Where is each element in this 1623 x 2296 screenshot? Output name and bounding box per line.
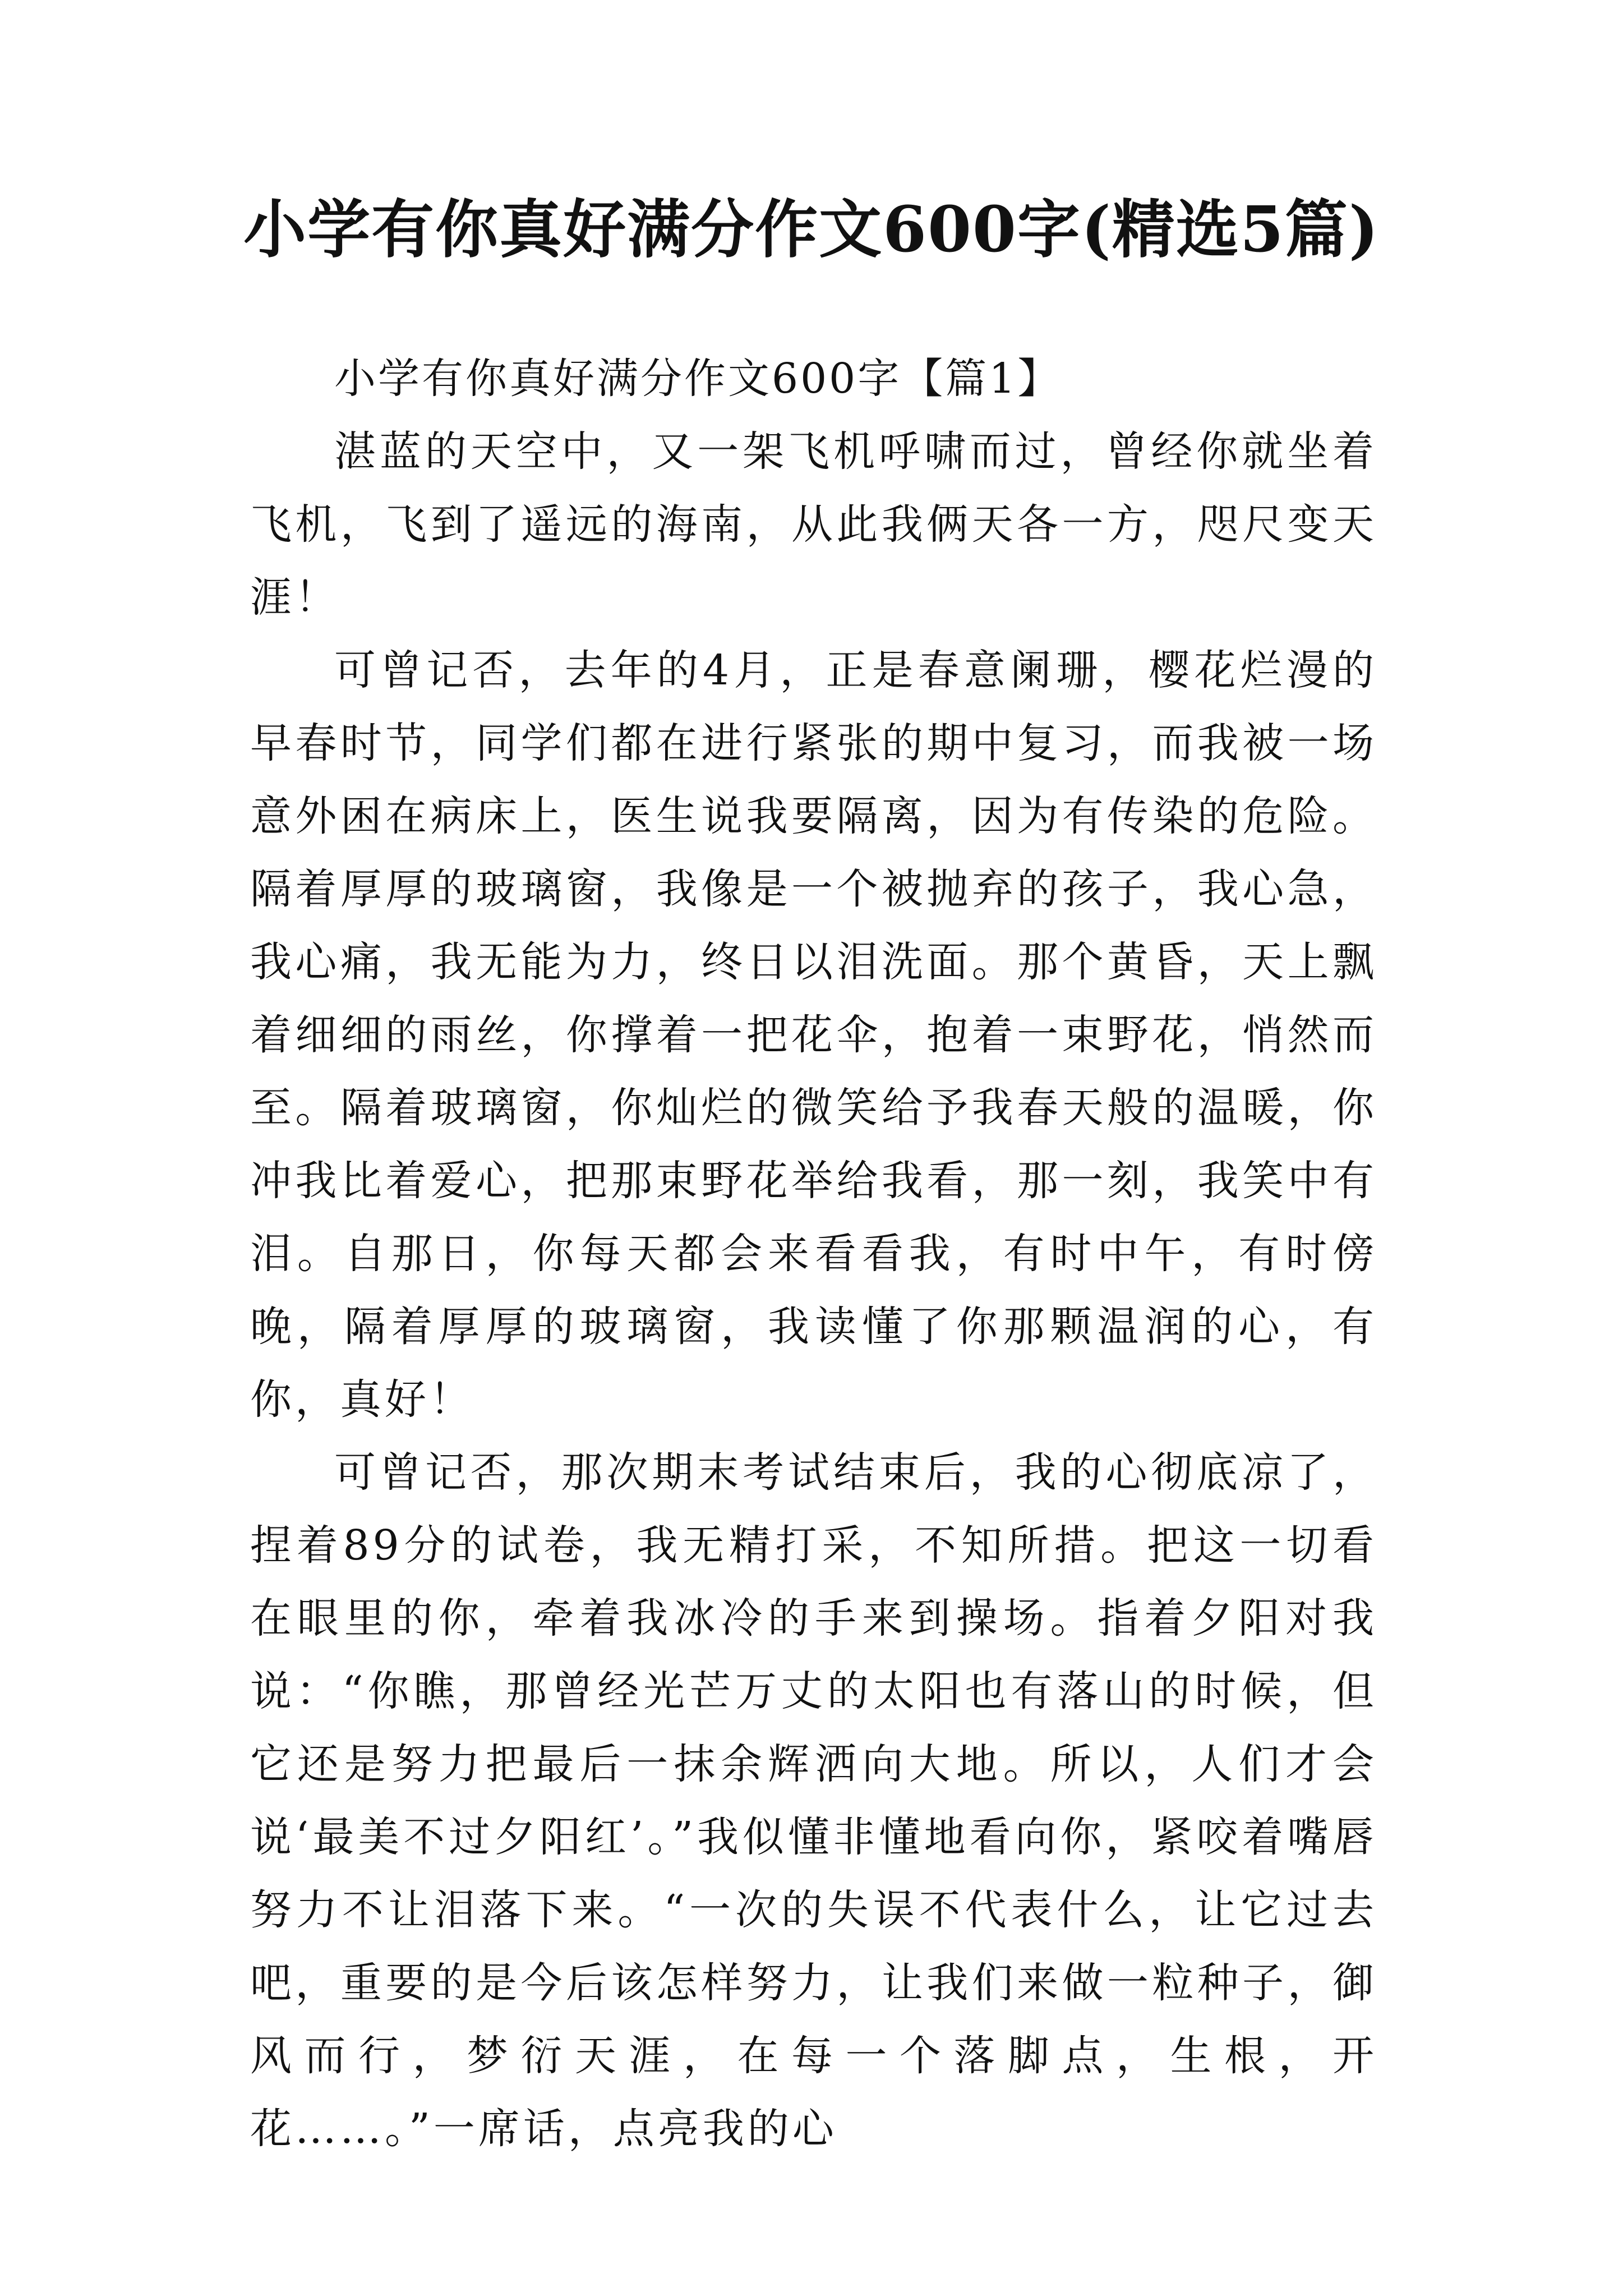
document-body: [250, 342, 1377, 2165]
paragraph-3: 可曾记否，那次期末考试结束后，我的心彻底凉了，捏着89分的试卷，我无精打采，不知所措。把这一切看在眼里的你，牵着我冰冷的手来到操场。指着夕阳对我说：“你瞧，那曾经光芒万丈的太阳也有落山的时候，但它还是努力把最后一抹余辉洒向大地。所以，人们才会说‘最美不过夕阳红’。”我似懂非懂地看向你，紧咬着嘴唇努力不让泪落下来。“一次的失误不代表什么，让它过去吧，重要的是今后该怎样努力，让我们来做一粒种子，御风而行，梦衍天涯，在每一个落脚点，生根，开花……。”一席话，点亮我的心: [250, 1448, 1377, 2153]
section-heading: 小学有你真好满分作文600字【篇1】: [334, 355, 1062, 403]
paragraph-2: 可曾记否，去年的4月，正是春意阑珊，樱花烂漫的早春时节，同学们都在进行紧张的期中复习，而我被一场意外困在病床上，医生说我要隔离，因为有传染的危险。隔着厚厚的玻璃窗，我像是一个被抛弃的孩子，我心急，我心痛，我无能为力，终日以泪洗面。那个黄昏，天上飘着细细的雨丝，你撑着一把花伞，抱着一束野花，悄然而至。隔着玻璃窗，你灿烂的微笑给予我春天般的温暖，你冲我比着爱心，把那束野花举给我看，那一刻，我笑中有泪。自那日，你每天都会来看看我，有时中午，有时傍晚，隔着厚厚的玻璃窗，我读懂了你那颗温润的心，有你，真好！: [250, 646, 1377, 1424]
document-title: 小学有你真好满分作文600字(精选5篇): [243, 193, 1380, 266]
paragraph-1: 湛蓝的天空中，又一架飞机呼啸而过，曾经你就坐着飞机，飞到了遥远的海南，从此我俩天各一方，咫尺变天涯！: [250, 427, 1377, 622]
